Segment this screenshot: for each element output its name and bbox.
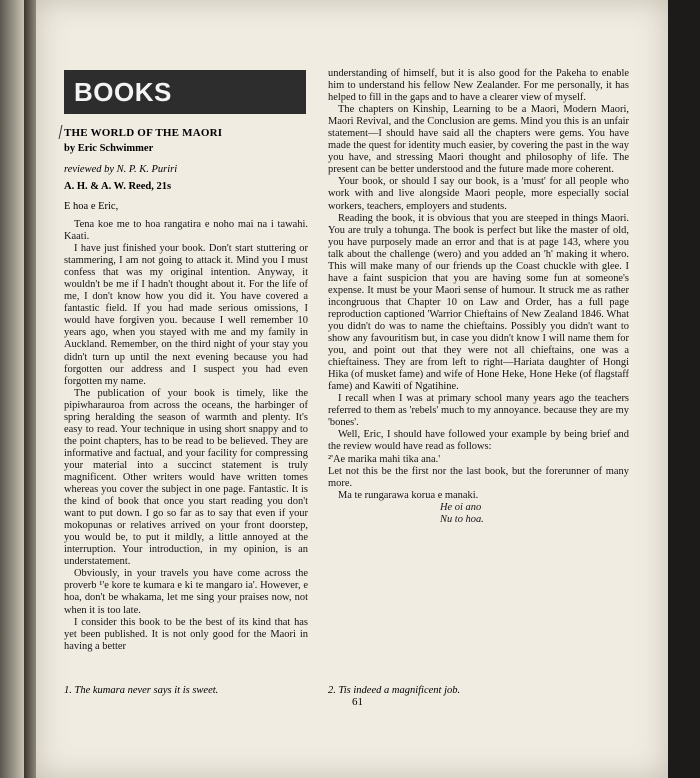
article-reviewer: reviewed by N. P. K. Puriri	[64, 164, 178, 175]
paragraph: Your book, or should I say our book, is a 'must' for all people who work with and live alongside Maori people, more especially social workers, teachers, employers and students.	[328, 176, 629, 212]
magazine-page	[36, 0, 668, 778]
paragraph: I recall when I was at primary school many years ago the teachers referred to them as 'rebels' much to my annoyance. because they are my 'bones'.	[328, 393, 629, 429]
paragraph: Obviously, in your travels you have come across the proverb ¹'e kore te kumara e ki te mangaro ia'. However, e hoa, don't be whakama, let me sing your praises now, not when it is too late.	[64, 568, 308, 616]
closing-line: Let not this be the first nor the last book, but the forerunner of many more.	[328, 465, 629, 489]
article-publisher: A. H. & A. W. Reed, 21s	[64, 181, 172, 192]
paragraph: The publication of your book is timely, like the pipiwharauroa from across the oceans, the harbinger of spring heralding the season of warmth and plenty. It's easy to read. Your technique in using short snappy and to the point chapters, has to be read to be believed. They are informative and factual, and your facility for compressing your material into a succinct statement is truly magnificent. Other writers would have written tomes whereas you cover the subject in one page. Fantastic. It is the kind of book that once you start reading you don't want to put down. I go so far as to say that even if your mokopunas or relatives arrived on your front doorstep, you would be, to put it mildly, a little annoyed at the interruption. Your introduction, in my opinion, is an understatement.	[64, 387, 308, 568]
left-column	[64, 219, 308, 653]
section-banner: BOOKS	[64, 70, 306, 114]
paragraph: Well, Eric, I should have followed your example by being brief and the review would have read as follows:	[328, 429, 629, 453]
footnote: 1. The kumara never says it is sweet.	[64, 685, 219, 696]
scan-border	[668, 0, 700, 778]
footnote: 2. Tis indeed a magnificent job.	[328, 685, 461, 696]
article-author: by Eric Schwimmer	[64, 143, 154, 154]
paragraph: The chapters on Kinship, Learning to be a Maori, Modern Maori, Maori Revival, and the Conclusion are gems. Mind you this is an unfair statement—I should have said all the chapters were gems. You have made the quest for identity much easier, by covering the past in the way you have, and stressing Maori thought and philosophy of life. The present can be better understood and the future made more coherent.	[328, 104, 629, 176]
right-column	[328, 68, 629, 526]
maori-quote: ²'Ae marika mahi tika ana.'	[328, 453, 441, 465]
letter-greeting: E hoa e Eric,	[64, 201, 119, 212]
paragraph: Reading the book, it is obvious that you are steeped in things Maori. You are truly a tohunga. The book is perfect but like the master of old, you have purposely made an error and that is at page 143, where you talk about the challenge (wero) and you added an 'h' making it whero. This will make many of our friends up the Coast chuckle with glee. I have a faint suspicion that you are having some fun at someone's expense. It must be your Maori sense of humour. It struck me as rather incongruous that Chapter 10 on Law and Order, has a full page reproduction captioned 'Warrior Chieftains of New Zealand 1846. What you didn't do was to name the chieftains. Possibly you didn't want to show any favouritism but, in case you didn't know I will name them for you, and point out that they were not all chieftains, one was a chieftainess. They are from left to right—Hariata daughter of Hongi Hika (of musket fame) and wife of Hone Heke, Hone Heke (of flagstaff fame) and Kawiti of Ngatihine.	[328, 212, 629, 393]
paragraph: I consider this book to be the best of its kind that has yet been published. It is not only good for the Maori in having a better	[64, 616, 308, 652]
page-number: 61	[352, 696, 363, 708]
paragraph: Tena koe me to hoa rangatira e noho mai na i tawahi. Kaati.	[64, 219, 308, 243]
paragraph: I have just finished your book. Don't start stuttering or stammering, I am not going to attack it. Mind you I must confess that was my original intention. Anyway, it wouldn't be me if I hadn't thought about it. For the life of me, I don't know how you did it. You have covered a fantastic field. If you had made serious omissions, I would have forgiven you. because I well remember 10 years ago, when you stayed with me and my family in Auckland. Remember, on the third night of your stay you didn't turn up until the next evening because you had forgotten our address and I suspect you had even forgotten my name.	[64, 243, 308, 387]
paragraph: understanding of himself, but it is also good for the Pakeha to enable him to understand his fellow New Zealander. For me personally, it has helped to fill in the gaps and to have a clearer view of myself.	[328, 68, 629, 104]
article-title: THE WORLD OF THE MAORI	[64, 127, 223, 139]
facing-page-edge	[0, 0, 24, 778]
signature-line: Nu to hoa.	[440, 513, 484, 525]
book-gutter	[24, 0, 36, 778]
signature-line: He oi ano	[440, 501, 482, 513]
sign-off: Ma te rungarawa korua e manaki.	[338, 489, 479, 501]
